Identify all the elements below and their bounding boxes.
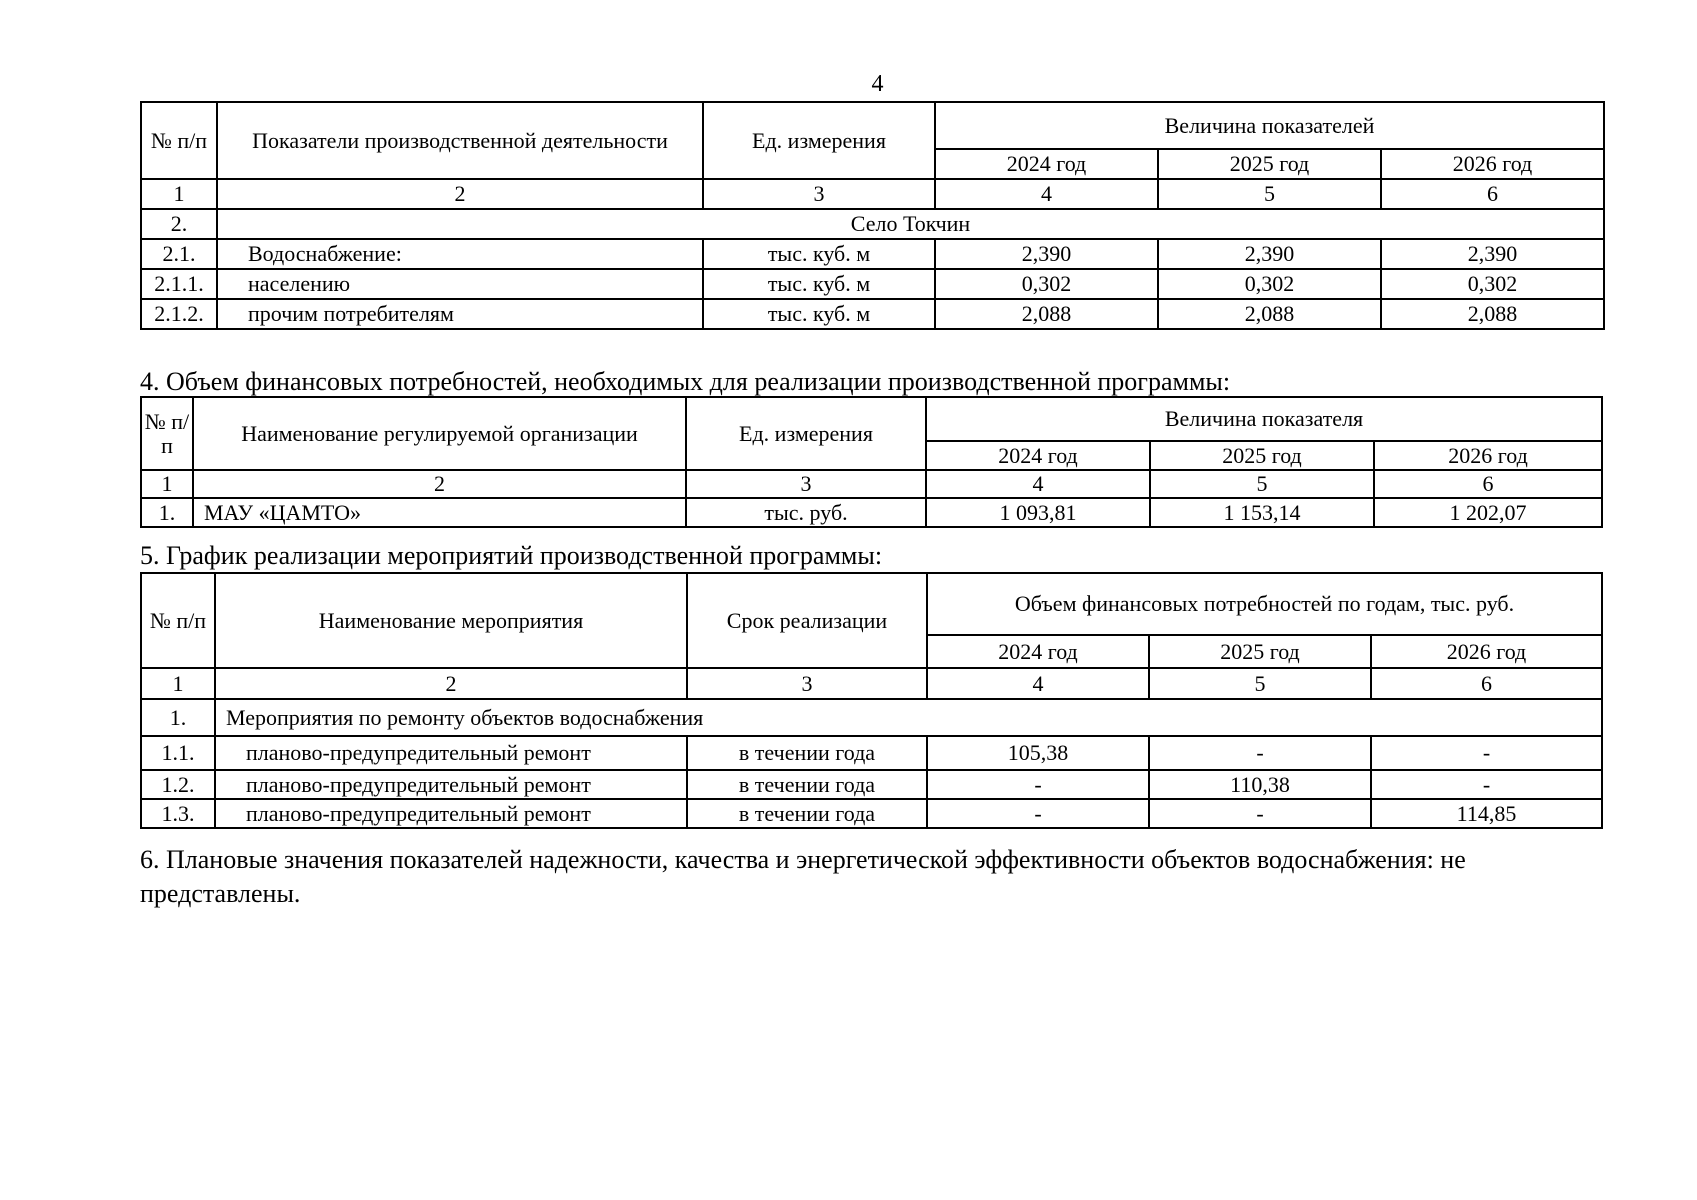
col-number: 6: [1374, 470, 1602, 498]
row-value: -: [1149, 799, 1371, 828]
header-year: 2024 год: [926, 441, 1150, 470]
col-number: 4: [926, 470, 1150, 498]
header-year: 2024 год: [927, 635, 1149, 668]
table-row: [141, 799, 1602, 828]
col-number: 4: [935, 179, 1158, 209]
row-value: 105,38: [927, 736, 1149, 770]
col-number: 5: [1149, 668, 1371, 699]
col-number: 1: [141, 668, 215, 699]
row-value: 114,85: [1371, 799, 1602, 828]
col-number: 5: [1158, 179, 1381, 209]
col-number: 2: [217, 179, 703, 209]
header-unit: Ед. измерения: [703, 102, 935, 179]
table-row: [141, 269, 1604, 299]
section-title: Мероприятия по ремонту объектов водоснабжения: [215, 699, 1602, 736]
row-unit: тыс. куб. м: [703, 239, 935, 269]
row-value: 1 202,07: [1374, 498, 1602, 527]
row-value: -: [927, 799, 1149, 828]
row-name: населению: [217, 269, 703, 299]
row-name: планово-предупредительный ремонт: [215, 736, 687, 770]
production-indicators-table: [140, 101, 1605, 330]
row-unit: тыс. руб.: [686, 498, 926, 527]
col-number: 5: [1150, 470, 1374, 498]
section-title: Село Токчин: [217, 209, 1604, 239]
row-value: 2,088: [1158, 299, 1381, 329]
row-num: 1.2.: [141, 770, 215, 799]
row-value: 0,302: [1381, 269, 1604, 299]
row-value: -: [1371, 736, 1602, 770]
row-unit: тыс. куб. м: [703, 269, 935, 299]
col-number: 6: [1381, 179, 1604, 209]
page-number: 4: [871, 71, 884, 97]
table-row: [141, 498, 1602, 527]
row-name: МАУ «ЦАМТО»: [193, 498, 686, 527]
row-value: 1 153,14: [1150, 498, 1374, 527]
col-number: 2: [193, 470, 686, 498]
row-term: в течении года: [687, 799, 927, 828]
table-row: [141, 239, 1604, 269]
section-4-title: 4. Объем финансовых потребностей, необходимых для реализации производственной программы:: [140, 367, 1231, 396]
row-value: 2,088: [1381, 299, 1604, 329]
row-num: 1.: [141, 498, 193, 527]
row-value: -: [927, 770, 1149, 799]
header-year: 2026 год: [1374, 441, 1602, 470]
row-value: 1 093,81: [926, 498, 1150, 527]
row-value: 2,088: [935, 299, 1158, 329]
col-number: 3: [687, 668, 927, 699]
row-num: 1.1.: [141, 736, 215, 770]
header-term: Срок реализации: [687, 573, 927, 668]
financial-needs-table: [140, 396, 1603, 528]
header-num: № п/п: [141, 573, 215, 668]
section-6-text: 6. Плановые значения показателей надежности, качества и энергетической эффективности объектов водоснабжения: не представлены.: [140, 845, 1466, 908]
col-number: 1: [141, 179, 217, 209]
row-value: 0,302: [935, 269, 1158, 299]
row-num: 2.1.: [141, 239, 217, 269]
table-row: [141, 736, 1602, 770]
header-year: 2024 год: [935, 149, 1158, 179]
header-name: Наименование мероприятия: [215, 573, 687, 668]
col-number: 3: [686, 470, 926, 498]
table-row: [141, 770, 1602, 799]
row-term: в течении года: [687, 770, 927, 799]
row-value: 0,302: [1158, 269, 1381, 299]
header-value-group: Величина показателя: [926, 397, 1602, 441]
col-number: 2: [215, 668, 687, 699]
row-value: -: [1149, 736, 1371, 770]
row-name: прочим потребителям: [217, 299, 703, 329]
header-year: 2025 год: [1158, 149, 1381, 179]
header-value-group: Объем финансовых потребностей по годам, тыс. руб.: [927, 573, 1602, 635]
section-num: 1.: [141, 699, 215, 736]
header-name: Наименование регулируемой организации: [193, 397, 686, 470]
header-year: 2025 год: [1149, 635, 1371, 668]
row-name: планово-предупредительный ремонт: [215, 770, 687, 799]
row-value: 110,38: [1149, 770, 1371, 799]
header-year: 2025 год: [1150, 441, 1374, 470]
col-number: 4: [927, 668, 1149, 699]
row-name: планово-предупредительный ремонт: [215, 799, 687, 828]
header-num: № п/п: [141, 397, 193, 470]
col-number: 3: [703, 179, 935, 209]
header-num: № п/п: [141, 102, 217, 179]
header-unit: Ед. измерения: [686, 397, 926, 470]
col-number: 1: [141, 470, 193, 498]
row-value: 2,390: [935, 239, 1158, 269]
row-term: в течении года: [687, 736, 927, 770]
row-value: 2,390: [1158, 239, 1381, 269]
row-value: 2,390: [1381, 239, 1604, 269]
row-value: -: [1371, 770, 1602, 799]
header-indicator: Показатели производственной деятельности: [217, 102, 703, 179]
row-num: 2.1.2.: [141, 299, 217, 329]
header-value-group: Величина показателей: [935, 102, 1604, 149]
row-name: Водоснабжение:: [217, 239, 703, 269]
table-row: [141, 299, 1604, 329]
section-5-title: 5. График реализации мероприятий производственной программы:: [140, 541, 883, 570]
row-num: 2.1.1.: [141, 269, 217, 299]
row-num: 1.3.: [141, 799, 215, 828]
row-unit: тыс. куб. м: [703, 299, 935, 329]
header-year: 2026 год: [1371, 635, 1602, 668]
activities-schedule-table: [140, 572, 1603, 829]
col-number: 6: [1371, 668, 1602, 699]
section-num: 2.: [141, 209, 217, 239]
header-year: 2026 год: [1381, 149, 1604, 179]
